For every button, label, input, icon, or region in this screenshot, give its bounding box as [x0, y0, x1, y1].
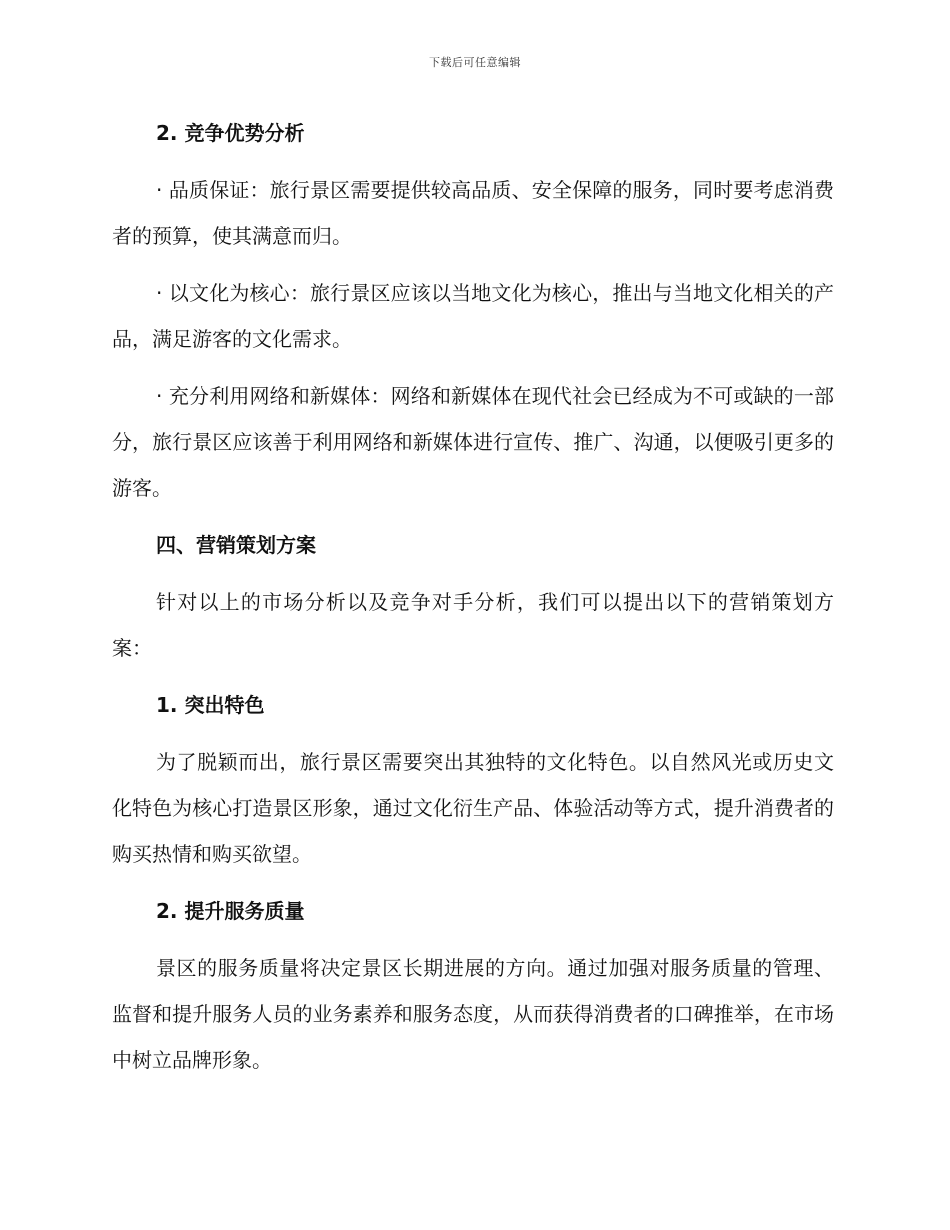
- paragraph-highlight-features: 为了脱颖而出，旅行景区需要突出其独特的文化特色。以自然风光或历史文化特色为核心打造景区形象，通过文化衍生产品、体验活动等方式，提升消费者的购买热情和购买欲望。: [112, 750, 834, 866]
- paragraph-service-quality: 景区的服务质量将决定景区长期进展的方向。通过加强对服务质量的管理、监督和提升服务人员的业务素养和服务态度，从而获得消费者的口碑推举，在市场中树立品牌形象。: [112, 956, 834, 1072]
- section-heading-competitive-advantage: 2. 竞争优势分析: [156, 121, 305, 145]
- document-body: [112, 110, 834, 1083]
- page-header: 下载后可任意编辑: [429, 56, 521, 69]
- bullet-quality-assurance: · 品质保证：旅行景区需要提供较高品质、安全保障的服务，同时要考虑消费者的预算，使其满意而归。: [112, 178, 834, 248]
- section-heading-service-quality: 2. 提升服务质量: [156, 899, 305, 923]
- bullet-culture-core: · 以文化为核心：旅行景区应该以当地文化为核心，推出与当地文化相关的产品，满足游客的文化需求。: [112, 281, 834, 351]
- section-heading-marketing-plan: 四、营销策划方案: [156, 533, 316, 557]
- bullet-network-media: · 充分利用网络和新媒体：网络和新媒体在现代社会已经成为不可或缺的一部分，旅行景区应该善于利用网络和新媒体进行宣传、推广、沟通，以便吸引更多的游客。: [112, 384, 834, 500]
- section-heading-highlight-features: 1. 突出特色: [156, 693, 265, 717]
- paragraph-plan-intro: 针对以上的市场分析以及竞争对手分析，我们可以提出以下的营销策划方案：: [112, 590, 834, 660]
